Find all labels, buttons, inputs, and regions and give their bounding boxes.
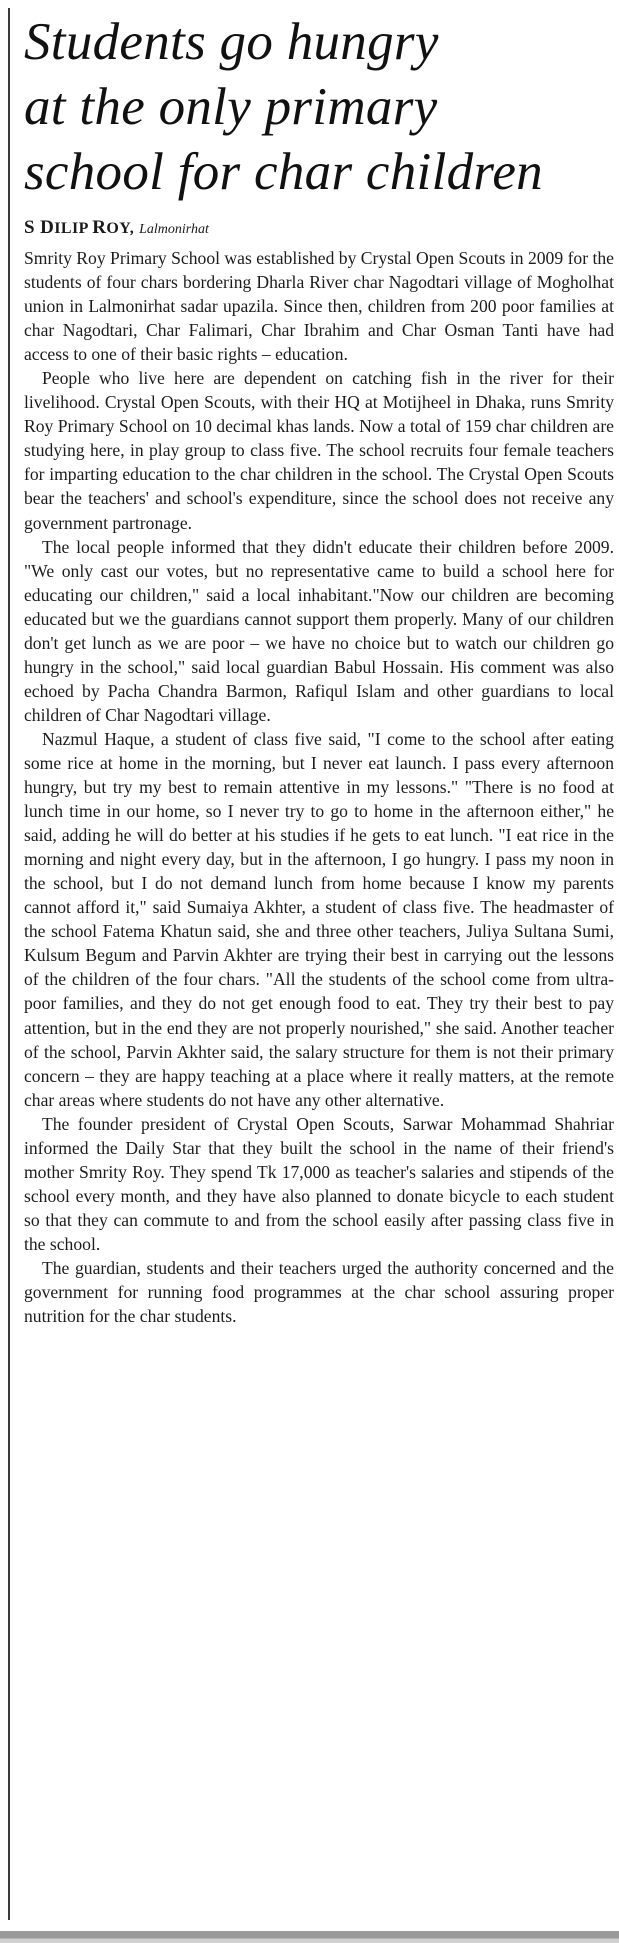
bottom-rule [0, 1928, 619, 1943]
paragraph-2: People who live here are dependent on catching fish in the river for their livelihood. Crystal Open Scouts, with their HQ at Motijheel in Dhaka, runs Smrity Roy Primary School on 10 decimal khas lands. Now a total of 159 char children are studying here, in play group to class five. The school recruits four female teachers for imparting education to the char children in the school. The Crystal Open Scouts bear the teachers' and school's expenditure, since the school does not receive any government partronage. [24, 368, 614, 533]
headline-line-1: Students go hungry [24, 13, 439, 71]
byline [24, 217, 209, 239]
paragraph-5: The founder president of Crystal Open Scouts, Sarwar Mohammad Shahriar informed the Daily Star that they built the school in the name of their friend's mother Smrity Roy. They spend Tk 17,000 as teacher's salaries and stipends of the school every month, and they have also planned to donate bicycle to each student so that they can commute to and from the school easily after passing class five in the school. [24, 1113, 614, 1254]
headline [24, 10, 612, 205]
headline-line-3: school for char children [24, 143, 543, 201]
byline-author: S DILIP ROY, [24, 217, 135, 238]
paragraph-3: The local people informed that they didn't educate their children before 2009. "We only cast our votes, but no representative came to build a school here for educating our children," said a local inhabitant."Now our children are becoming educated but we the guardians cannot support them properly. Many of our children don't get lunch as we are poor – we have no choice but to watch our children go hungry in the school," said local guardian Babul Hossain. His comment was also echoed by Pacha Chandra Barmon, Rafiqul Islam and other guardians to local children of Char Nagodtari village. [24, 536, 614, 725]
headline-line-2: at the only primary [24, 78, 438, 136]
paragraph-4: Nazmul Haque, a student of class five said, "I come to the school after eating some rice at home in the morning, but I never eat launch. I pass every afternoon hungry, but try my best to remain attentive in my lessons." "There is no food at lunch time in our home, so I never try to go to home in the afternoon either," he said, adding he will do better at his studies if he gets to eat lunch. "I eat rice in the morning and night every day, but in the afternoon, I go hungry. I pass my noon in the school, but I do not demand lunch from home because I know my parents cannot afford it," said Sumaiya Akhter, a student of class five. The headmaster of the school Fatema Khatun said, she and three other teachers, Juliya Sultana Sumi, Kulsum Begum and Parvin Akhter are trying their best in carrying out the lessons of the children of the four chars. "All the students of the school come from ultra-poor families, and they do not get enough food to eat. They try their best to pay attention, but in the end they are not properly nourished," she said. Another teacher of the school, Parvin Akhter said, the salary structure for them is not their primary concern – they are happy teaching at a place where it really matters, at the remote char areas where students do not have any other alternative. [24, 728, 614, 1110]
left-column-rule [8, 8, 10, 1920]
paragraph-6: The guardian, students and their teachers urged the authority concerned and the government for running food programmes at the char school assuring proper nutrition for the char students. [24, 1257, 614, 1327]
article-body [24, 246, 614, 1328]
byline-location: Lalmonirhat [139, 222, 209, 237]
paragraph-1: Smrity Roy Primary School was established by Crystal Open Scouts in 2009 for the students of four chars bordering Dharla River char Nagodtari village of Mogholhat union in Lalmonirhat sadar upazila. Since then, children from 200 poor families at char Nagodtari, Char Falimari, Char Ibrahim and Char Osman Tanti have had access to one of their basic rights – education. [24, 248, 614, 365]
